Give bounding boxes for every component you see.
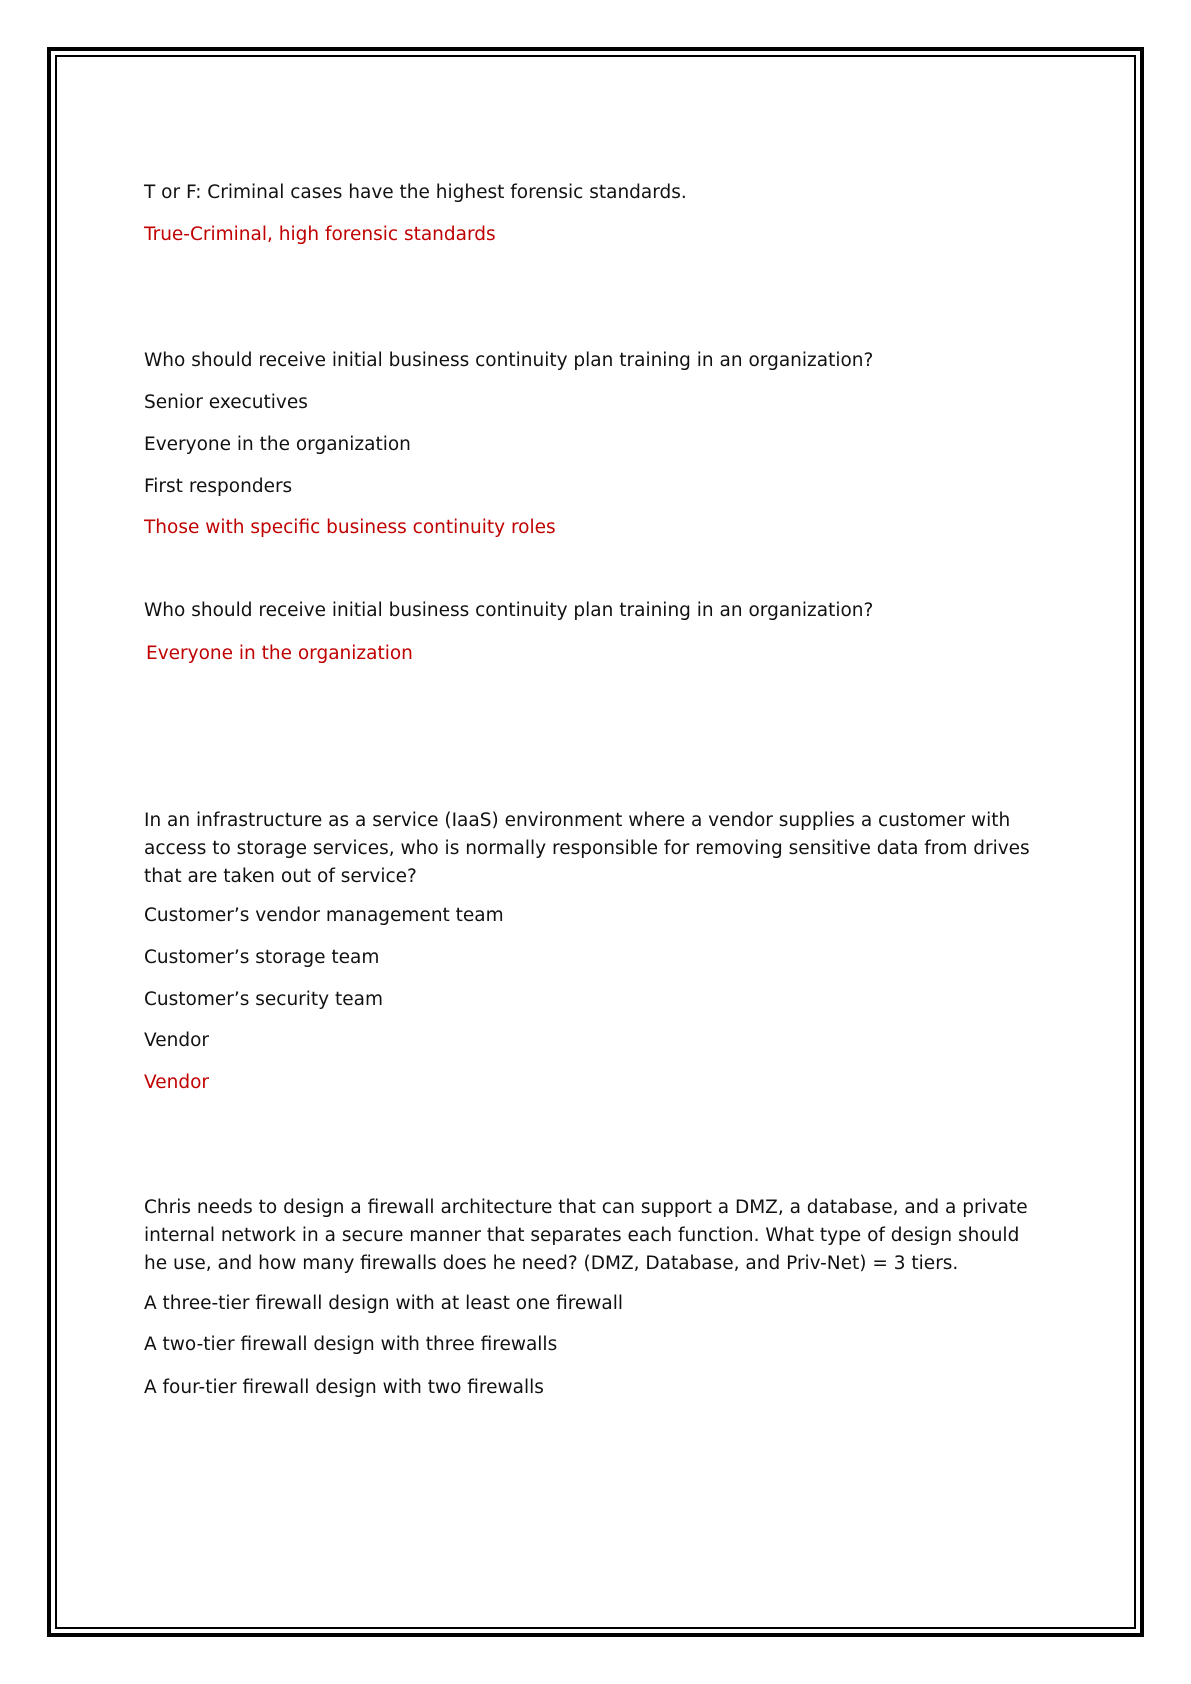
option-text: Senior executives — [144, 392, 308, 413]
option-text: First responders — [144, 476, 293, 497]
option-text: Customer’s storage team — [144, 947, 380, 968]
question-text: Chris needs to design a firewall architecture that can support a DMZ, a database, and a private internal network in a secure manner that separates each function. What type of design should he use, and how many firewalls does he need? (DMZ, Database, and Priv-Net) = 3 tiers. — [144, 1197, 1028, 1274]
option-text: A three-tier firewall design with at least one firewall — [144, 1293, 624, 1314]
question-text: In an infrastructure as a service (IaaS) environment where a vendor supplies a customer with access to storage services, who is normally responsible for removing sensitive data from drives that are taken out of service? — [144, 810, 1030, 887]
question-text: Who should receive initial business continuity plan training in an organization? — [144, 600, 874, 621]
question-text: Who should receive initial business continuity plan training in an organization? — [144, 350, 874, 371]
option-text: A four-tier firewall design with two firewalls — [144, 1377, 544, 1398]
question-text: T or F: Criminal cases have the highest forensic standards. — [144, 182, 687, 203]
answer-text: Those with specific business continuity roles — [144, 517, 556, 538]
option-text: Vendor — [144, 1030, 209, 1051]
option-text: Everyone in the organization — [144, 434, 411, 455]
option-text: A two-tier firewall design with three firewalls — [144, 1334, 558, 1355]
option-text: Customer’s security team — [144, 989, 384, 1010]
answer-text: Everyone in the organization — [146, 643, 413, 664]
option-text: Customer’s vendor management team — [144, 905, 504, 926]
answer-text: True-Criminal, high forensic standards — [144, 224, 496, 245]
answer-text: Vendor — [144, 1072, 209, 1093]
